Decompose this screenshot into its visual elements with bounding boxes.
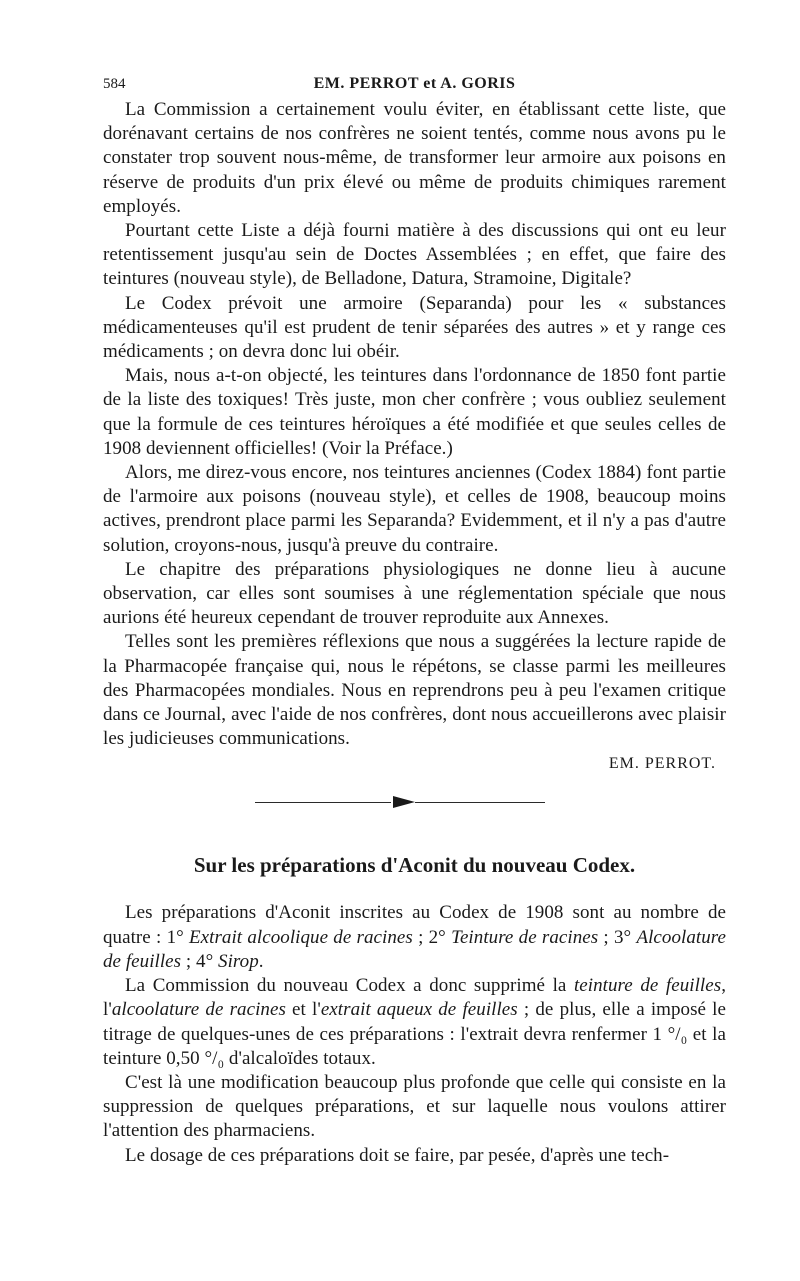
italic-term: Sirop: [218, 950, 259, 972]
divider-line-right: [415, 802, 545, 803]
page: [103, 72, 726, 1168]
paragraph: Pourtant cette Liste a déjà fourni matière à des discussions qui ont eu leur retentissement jusqu'au sein de Doctes Assemblées ; en effet, que faire des teintures (nouveau style), de Belladone, Datura, Stramoine, Digitale?: [103, 220, 726, 290]
italic-term: Alcoolature de feuilles: [103, 926, 726, 972]
paragraph: C'est là une modification beaucoup plus profonde que celle qui consiste en la suppression de quelques préparations, et sur laquelle nous voulons attirer l'attention des pharmaciens.: [103, 1071, 726, 1142]
article-aconit: [103, 901, 726, 1167]
paragraph: La Commission du nouveau Codex a donc supprimé la teinture de feuilles, l'alcoolature de racines et l'extrait aqueux de feuilles ; de plus, elle a imposé le titrage de quelques-unes de ces préparations : l'extrait devra renfermer 1 °/₀ et la teinture 0,50 °/₀ d'alcaloïdes totaux.: [103, 975, 726, 1069]
paragraph: Les préparations d'Aconit inscrites au Codex de 1908 sont au nombre de quatre : 1° Extrait alcoolique de racines ; 2° Teinture de racines ; 3° Alcoolature de feuilles ; 4° Sirop.: [103, 902, 726, 972]
divider-line-left: [255, 802, 391, 803]
italic-term: alcoolature de racines: [111, 999, 286, 1021]
paragraph: Telles sont les premières réflexions que nous a suggérées la lecture rapide de la Pharmacopée française qui, nous le répétons, se classe parmi les meilleures des Pharmacopées mondiales. Nous en reprendrons peu à peu l'examen critique dans ce Journal, avec l'aide de nos confrères, dont nous accueillerons avec plaisir les judicieuses communications.: [103, 631, 726, 750]
paragraph: Le chapitre des préparations physiologiques ne donne lieu à aucune observation, car elles sont soumises à une réglementation spéciale que nous aurions été heureux cependant de trouver reproduite aux Annexes.: [103, 558, 726, 629]
paragraph: La Commission a certainement voulu éviter, en établissant cette liste, que dorénavant certains de nos confrères ne soient tentés, comme nous avons pu le constater trop souvent nous-même, de transformer leur armoire aux poisons en réserve de produits d'un prix élevé ou même de produits chimiques rarement employés.: [103, 99, 726, 217]
running-head-title: EM. PERROT et A. GORIS: [313, 75, 516, 92]
italic-term: teinture de feuilles: [573, 975, 722, 997]
paragraph: Le dosage de ces préparations doit se faire, par pesée, d'après une tech-: [125, 1144, 670, 1166]
article-title: Sur les préparations d'Aconit du nouveau Codex.: [193, 853, 636, 878]
page-number: 584: [103, 76, 126, 92]
paragraph: Alors, me direz-vous encore, nos teintures anciennes (Codex 1884) font partie de l'armoire aux poisons (nouveau style), et celles de 1908, beaucoup moins actives, prendront place parmi les Separanda? Evidemment, et il n'y a pas d'autre solution, croyons-nous, jusqu'à preuve du contraire.: [103, 462, 726, 556]
section-divider-ornament: [103, 795, 726, 811]
running-head: [103, 72, 726, 98]
italic-term: extrait aqueux de feuilles: [320, 999, 518, 1021]
paragraph: Le Codex prévoit une armoire (Separanda) pour les « substances médicamenteuses qu'il est prudent de tenir séparées des autres » et y range ces médicaments ; on devra donc lui obéir.: [103, 292, 726, 363]
author-signature: EM. PERROT.: [608, 755, 716, 773]
italic-term: Extrait alcoolique de racines: [189, 926, 413, 948]
article-perrot: [103, 98, 726, 775]
paragraph: Mais, nous a-t-on objecté, les teintures dans l'ordonnance de 1850 font partie de la liste des toxiques! Très juste, mon cher confrère ; vous oubliez seulement que la formule de ces teintures héroïques a été modifiée et que seules celles de 1908 deviennent officielles! (Voir la Préface.): [103, 365, 726, 459]
divider-diamond-icon: [393, 796, 415, 808]
italic-term: Teinture de racines: [451, 926, 599, 948]
